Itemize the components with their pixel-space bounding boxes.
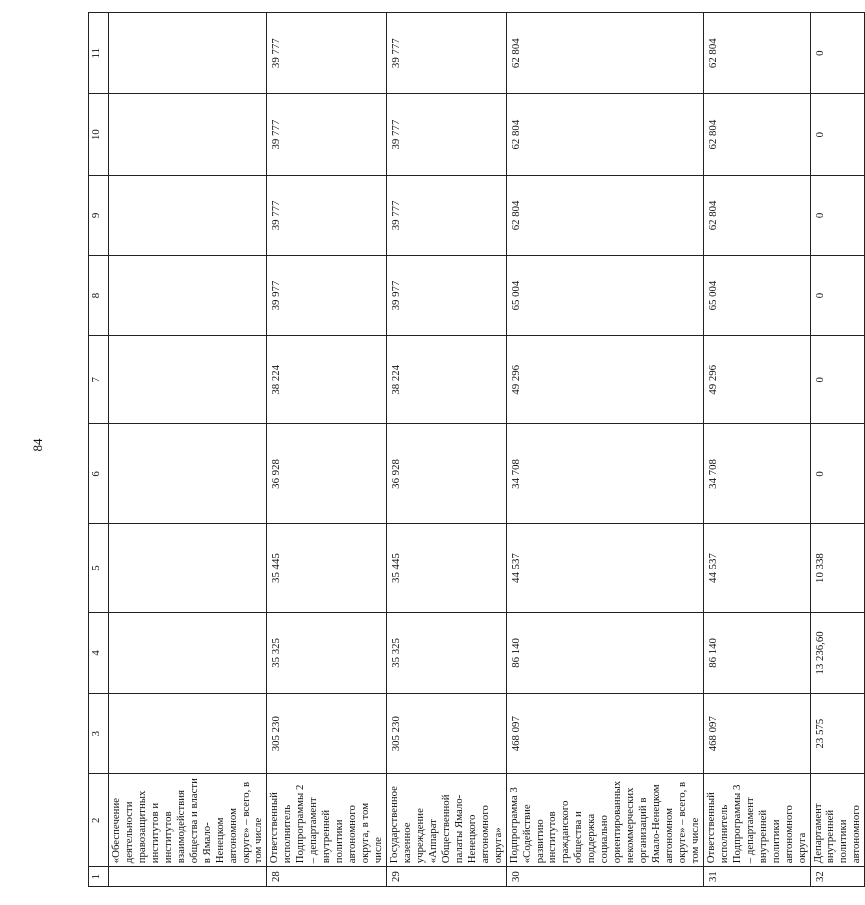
- cell-value: 62 804: [506, 94, 703, 175]
- cell-value: 0: [810, 175, 865, 255]
- column-header: 8: [89, 255, 109, 335]
- cell-value: 44 537: [506, 524, 703, 612]
- column-header: 7: [89, 336, 109, 424]
- cell-value: 39 777: [387, 13, 507, 94]
- cell-value: 23 575: [810, 694, 865, 774]
- cell-value: 39 777: [267, 13, 387, 94]
- cell-value: 34 708: [506, 424, 703, 524]
- column-header: 10: [89, 94, 109, 175]
- cell-value: [109, 175, 267, 255]
- cell-value: 305 230: [387, 694, 507, 774]
- row-number: 29: [387, 867, 507, 887]
- cell-value: 39 777: [267, 175, 387, 255]
- table-row: [810, 13, 865, 887]
- cell-value: 86 140: [703, 612, 810, 693]
- row-name: Ответственный исполнитель Подпрограммы 2 – департамент внутренней политики автономного округа, в том числе: [267, 774, 387, 867]
- cell-value: 39 777: [267, 94, 387, 175]
- column-header: 1: [89, 867, 109, 887]
- cell-value: 65 004: [703, 255, 810, 335]
- table-row: [267, 13, 387, 887]
- cell-value: 10 338: [810, 524, 865, 612]
- cell-value: 35 445: [387, 524, 507, 612]
- cell-value: 65 004: [506, 255, 703, 335]
- cell-value: 62 804: [506, 175, 703, 255]
- cell-value: [109, 694, 267, 774]
- cell-value: [109, 13, 267, 94]
- row-number: 31: [703, 867, 810, 887]
- cell-value: 305 230: [267, 694, 387, 774]
- cell-value: 35 445: [267, 524, 387, 612]
- cell-value: 0: [810, 336, 865, 424]
- cell-value: 0: [810, 424, 865, 524]
- table-row: [387, 13, 507, 887]
- row-number: 30: [506, 867, 703, 887]
- cell-value: 36 928: [387, 424, 507, 524]
- column-header: 9: [89, 175, 109, 255]
- cell-value: 38 224: [267, 336, 387, 424]
- row-number: 28: [267, 867, 387, 887]
- cell-value: 44 537: [703, 524, 810, 612]
- cell-value: 86 140: [506, 612, 703, 693]
- rotated-table-container: [88, 12, 863, 887]
- table-row: [506, 13, 703, 887]
- cell-value: 62 804: [703, 13, 810, 94]
- cell-value: 0: [810, 255, 865, 335]
- cell-value: 39 977: [267, 255, 387, 335]
- cell-value: 49 296: [703, 336, 810, 424]
- table-header-row: [89, 13, 109, 887]
- row-name: Департамент внутренней политики автономного: [810, 774, 865, 867]
- column-header: 3: [89, 694, 109, 774]
- table-row: [109, 13, 267, 887]
- cell-value: 35 325: [387, 612, 507, 693]
- column-header: 4: [89, 612, 109, 693]
- column-header: 11: [89, 13, 109, 94]
- cell-value: [109, 524, 267, 612]
- cell-value: [109, 612, 267, 693]
- row-number: [109, 867, 267, 887]
- row-name: Подпрограмма 3 «Содействие развитию институтов гражданского общества и поддержка социально ориентированных некоммерческих организаций в Ямало-Ненецком автономном округе» – всего, в том числе: [506, 774, 703, 867]
- cell-value: 39 977: [387, 255, 507, 335]
- column-header: 6: [89, 424, 109, 524]
- row-name: «Обеспечение деятельности правозащитных институтов и институтов взаимодействия общества и власти в Ямало-Ненецком автономном округе» – всего, в том числе: [109, 774, 267, 867]
- cell-value: 62 804: [703, 94, 810, 175]
- row-name: Ответственный исполнитель Подпрограммы 3 – департамент внутренней политики автономного округа: [703, 774, 810, 867]
- cell-value: 35 325: [267, 612, 387, 693]
- cell-value: 0: [810, 94, 865, 175]
- column-header: 5: [89, 524, 109, 612]
- cell-value: [109, 94, 267, 175]
- page-number: 84: [30, 438, 45, 452]
- row-number: 32: [810, 867, 865, 887]
- cell-value: [109, 255, 267, 335]
- cell-value: 468 097: [703, 694, 810, 774]
- cell-value: 34 708: [703, 424, 810, 524]
- row-name: Государственное казенное учреждение «Аппарат Общественной палаты Ямало-Ненецкого автономного округа»: [387, 774, 507, 867]
- cell-value: 39 777: [387, 175, 507, 255]
- column-header: 2: [89, 774, 109, 867]
- cell-value: 62 804: [703, 175, 810, 255]
- cell-value: 13 236,60: [810, 612, 865, 693]
- cell-value: [109, 424, 267, 524]
- cell-value: 39 777: [387, 94, 507, 175]
- cell-value: 49 296: [506, 336, 703, 424]
- cell-value: 0: [810, 13, 865, 94]
- budget-table: [88, 12, 865, 887]
- cell-value: [109, 336, 267, 424]
- cell-value: 38 224: [387, 336, 507, 424]
- cell-value: 62 804: [506, 13, 703, 94]
- cell-value: 468 097: [506, 694, 703, 774]
- table-row: [703, 13, 810, 887]
- cell-value: 36 928: [267, 424, 387, 524]
